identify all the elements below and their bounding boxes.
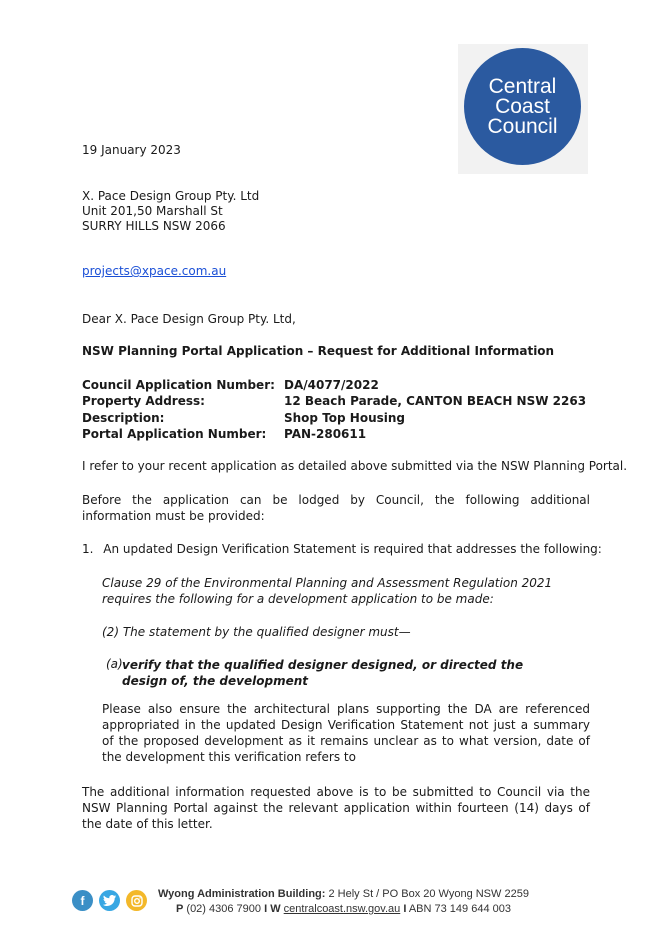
- letter-date: 19 January 2023: [82, 143, 181, 157]
- paragraph-intro: I refer to your recent application as detailed above submitted via the NSW Planning Portal.: [82, 459, 628, 473]
- logo-line-3: Council: [487, 114, 558, 138]
- detail-label: Portal Application Number:: [82, 427, 267, 441]
- footer-phone: (02) 4306 7900: [186, 903, 262, 915]
- facebook-icon[interactable]: f: [72, 890, 93, 911]
- address-line-2: Unit 201,50 Marshall St: [82, 204, 223, 218]
- clause-subsection: (2) The statement by the qualified designer must—: [102, 625, 411, 639]
- subject-heading: NSW Planning Portal Application – Request for Additional Information: [82, 344, 555, 358]
- paragraph-submission: The additional information requested above is to be submitted to Council via the NSW Planning Portal against the relevant application within fourteen (14) days of the date of this letter.: [82, 785, 590, 831]
- detail-label: Description:: [82, 411, 165, 425]
- detail-label: Council Application Number:: [82, 378, 275, 392]
- list-item-number: 1.: [82, 542, 94, 556]
- clause-a-label: (a): [106, 657, 123, 671]
- footer-phone-label: P: [176, 903, 184, 915]
- footer-building-label: Wyong Administration Building:: [158, 888, 326, 900]
- footer-web-label: W: [270, 903, 281, 915]
- social-icons: [72, 890, 147, 911]
- twitter-icon[interactable]: [99, 890, 120, 911]
- detail-label: Property Address:: [82, 394, 205, 408]
- logo-line-2: Coast: [495, 94, 550, 118]
- footer-building-text: 2 Hely St / PO Box 20 Wyong NSW 2259: [328, 888, 529, 900]
- detail-value: PAN-280611: [284, 427, 367, 441]
- logo-background: [458, 44, 588, 174]
- list-item-1: [82, 542, 602, 557]
- address-line-3: SURRY HILLS NSW 2066: [82, 219, 226, 233]
- address-line-1: X. Pace Design Group Pty. Ltd: [82, 189, 260, 203]
- detail-value: DA/4077/2022: [284, 378, 379, 392]
- footer-separator: I: [403, 903, 407, 915]
- list-item-text: An updated Design Verification Statement is required that addresses the following:: [103, 542, 602, 556]
- instagram-icon[interactable]: [126, 890, 147, 911]
- clause-quote: Clause 29 of the Environmental Planning and Assessment Regulation 2021 requires the following for a development application to be made:: [102, 576, 553, 606]
- detail-value: Shop Top Housing: [284, 411, 406, 425]
- email-link[interactable]: projects@xpace.com.au: [82, 264, 227, 278]
- paragraph-request: Before the application can be lodged by Council, the following additional information must be provided:: [82, 493, 590, 523]
- logo-line-1: Central: [488, 74, 557, 98]
- clause-a-text: verify that the qualified designer designed, or directed the design of, the development: [122, 658, 524, 688]
- footer-abn: ABN 73 149 644 003: [408, 903, 511, 915]
- paragraph-plans: Please also ensure the architectural plans supporting the DA are referenced appropriated in the updated Design Verification Statement not just a summary of the proposed development as it remains unclear as to what version, date of the development this verification refers to: [102, 702, 590, 764]
- footer-contact: [176, 903, 511, 915]
- footer-building: [158, 888, 529, 900]
- detail-value: 12 Beach Parade, CANTON BEACH NSW 2263: [284, 394, 587, 408]
- footer-website-link[interactable]: centralcoast.nsw.gov.au: [283, 903, 401, 915]
- central-coast-council-logo: [464, 48, 581, 165]
- salutation: Dear X. Pace Design Group Pty. Ltd,: [82, 312, 296, 326]
- footer-separator: I: [264, 903, 268, 915]
